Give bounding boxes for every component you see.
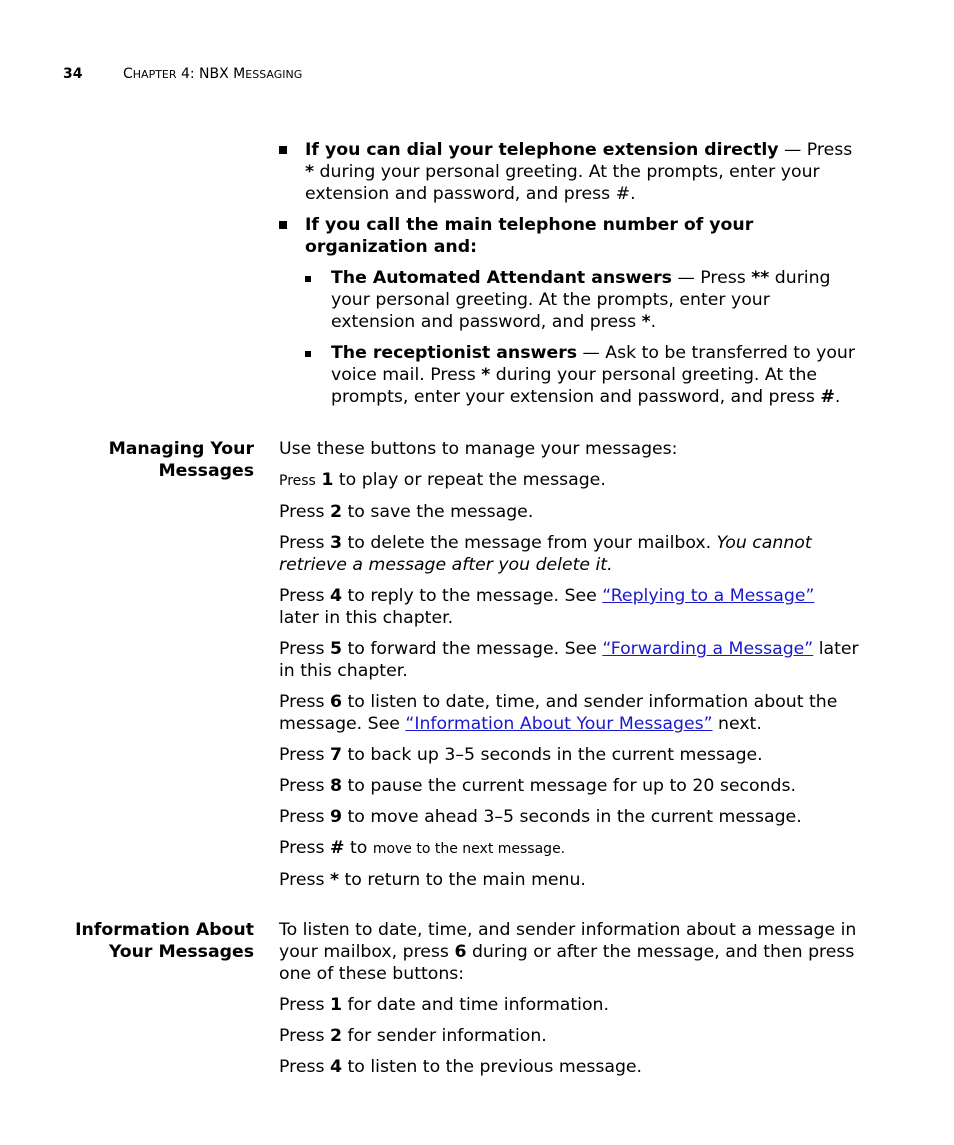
managing-messages-section [279,438,859,900]
dialing-bullets [279,139,859,417]
info-key-2-line: Press 2 for sender information. [279,1026,547,1046]
managing-intro: Use these buttons to manage your messages: [279,439,678,459]
info-intro: To listen to date, time, and sender information about a message in your mailbox, press 6 during or after the message, and then press one of these buttons: [279,920,857,984]
subbullet-receptionist: The receptionist answers — Ask to be transferred to your voice mail. Press * during your personal greeting. At the prompts, enter your extension and password, and press #. [305,342,859,408]
key-2-line: Press 2 to save the message. [279,502,534,522]
information-section [279,919,859,1087]
key-star-line: Press * to return to the main menu. [279,870,586,890]
page-header [63,66,303,82]
info-key-1-line: Press 1 for date and time information. [279,995,609,1015]
info-key-4-line: Press 4 to listen to the previous message. [279,1057,643,1077]
replying-link[interactable]: “Replying to a Message” [602,586,815,606]
bullet-square-icon [279,221,287,229]
key-3-line: Press 3 to delete the message from your mailbox. You cannot retrieve a message after you delete it. [279,533,812,575]
subbullet-auto-attendant: The Automated Attendant answers — Press ** during your personal greeting. At the prompts, enter your extension and password, and press *. [305,267,859,333]
key-1-line: Press 1 to play or repeat the message. [279,470,606,490]
bullet-square-icon [279,146,287,154]
information-link[interactable]: “Information About Your Messages” [405,714,713,734]
bullet-square-icon [305,351,311,357]
chapter-title: CHAPTER 4: NBX MESSAGING [123,66,303,82]
key-hash-line: Press # to move to the next message. [279,838,566,858]
bullet-dial-direct: If you can dial your telephone extension directly — Press * during your personal greeting. At the prompts, enter your extension and password, and press #. [279,139,859,205]
information-heading: Information About Your Messages [75,920,254,962]
key-8-line: Press 8 to pause the current message for up to 20 seconds. [279,776,796,796]
page-number: 34 [63,66,83,82]
bullet-square-icon [305,276,311,282]
managing-messages-heading: Managing Your Messages [108,439,254,481]
key-7-line: Press 7 to back up 3–5 seconds in the current message. [279,745,763,765]
bullet-main-number: If you call the main telephone number of your organization and: [279,214,859,258]
key-4-line: Press 4 to reply to the message. See “Replying to a Message” later in this chapter. [279,586,815,628]
key-5-line: Press 5 to forward the message. See “Forwarding a Message” later in this chapter. [279,639,859,681]
key-6-line: Press 6 to listen to date, time, and sender information about the message. See “Information About Your Messages” next. [279,692,838,734]
key-9-line: Press 9 to move ahead 3–5 seconds in the current message. [279,807,802,827]
forwarding-link[interactable]: “Forwarding a Message” [602,639,814,659]
